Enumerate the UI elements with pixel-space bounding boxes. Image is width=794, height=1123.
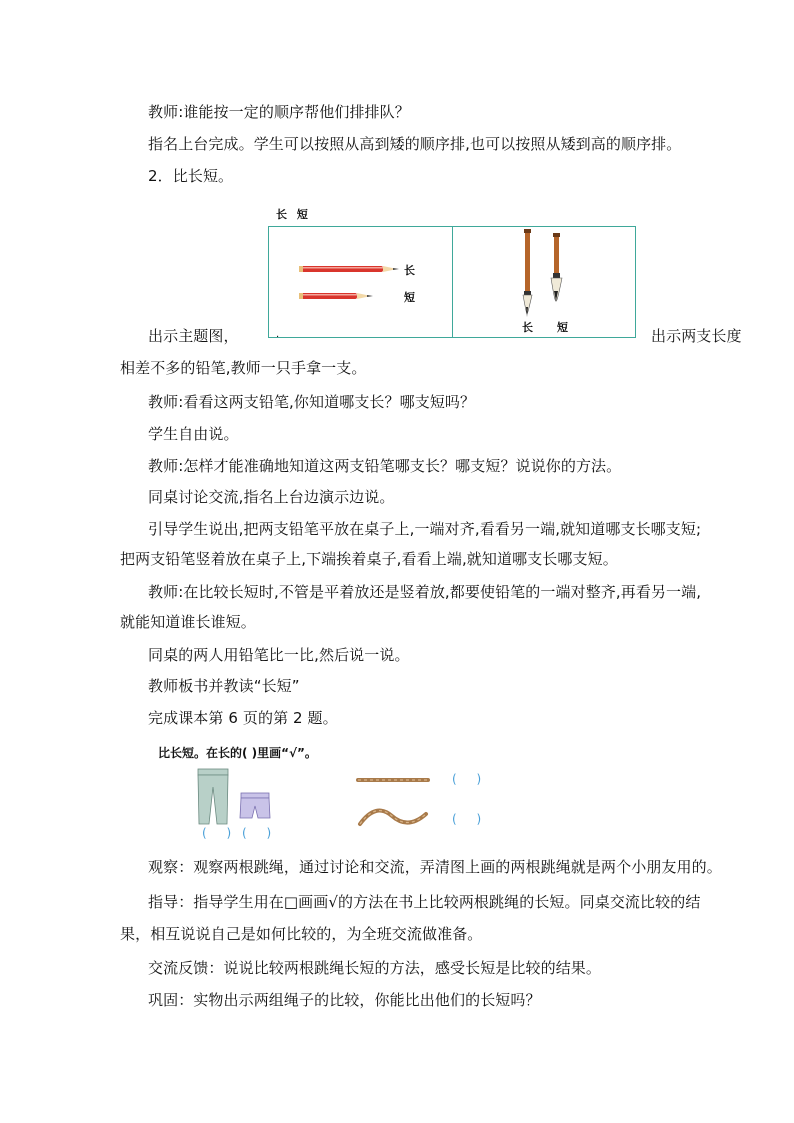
short-brush-icon bbox=[551, 233, 562, 301]
short-label: 短 bbox=[404, 291, 415, 304]
text-line: 指导：指导学生用在□画画√的方法在书上比较两根跳绳的长短。同桌交流比较的结 bbox=[148, 893, 701, 911]
text-line: 巩固：实物出示两组绳子的比较，你能比出他们的长短吗？ bbox=[148, 991, 541, 1009]
text-line: 完成课本第 6 页的第 2 题。 bbox=[148, 709, 338, 727]
text-line: 同桌的两人用铅笔比一比,然后说一说。 bbox=[148, 646, 410, 664]
stray-dot: · bbox=[276, 332, 280, 343]
wavy-rope-icon bbox=[360, 811, 426, 824]
text-line: 果，相互说说自己是如何比较的，为全班交流做准备。 bbox=[120, 925, 483, 943]
text-line: 教师板书并教读“长短” bbox=[148, 677, 300, 695]
text-line: 出示两支长度 bbox=[651, 327, 742, 345]
text-line: 就能知道谁长谁短。 bbox=[120, 613, 256, 631]
long-label: 长 bbox=[404, 264, 415, 277]
text-line: 教师:在比较长短时,不管是平着放还是竖着放,都要使铅笔的一端对整齐,再看另一端, bbox=[148, 583, 702, 601]
text-line: 出示主题图， bbox=[148, 327, 239, 345]
shorts-icon bbox=[240, 793, 270, 818]
long-pants-icon bbox=[198, 769, 228, 824]
text-line: 同桌讨论交流,指名上台边演示边说。 bbox=[148, 488, 395, 506]
figure-title: 长 短 bbox=[276, 208, 311, 221]
text-line: 交流反馈：说说比较两根跳绳长短的方法，感受长短是比较的结果。 bbox=[148, 959, 602, 977]
answer-box[interactable]: ( ) bbox=[452, 772, 490, 786]
figure-long-short-pencils bbox=[268, 206, 636, 338]
answer-box[interactable]: ( ) bbox=[242, 826, 280, 840]
text-line: 观察：观察两根跳绳，通过讨论和交流，弄清图上画的两根跳绳就是两个小朋友用的。 bbox=[148, 858, 722, 876]
long-brush-icon bbox=[523, 229, 532, 317]
figure-illustration bbox=[269, 227, 635, 337]
text-line: 指名上台完成。学生可以按照从高到矮的顺序排,也可以按照从矮到高的顺序排。 bbox=[148, 135, 682, 153]
figure-exercise bbox=[150, 742, 490, 846]
exercise-illustration bbox=[150, 742, 490, 846]
text-line: 学生自由说。 bbox=[148, 425, 239, 443]
long-pencil-icon bbox=[299, 266, 399, 272]
short-pencil-icon bbox=[299, 293, 373, 299]
text-line: 相差不多的铅笔,教师一只手拿一支。 bbox=[120, 359, 367, 377]
answer-box[interactable]: ( ) bbox=[452, 812, 490, 826]
answer-box[interactable]: ( ) bbox=[202, 826, 240, 840]
brush-long-label: 长 bbox=[522, 321, 533, 334]
exercise-prompt: 比长短。在长的( )里画“√”。 bbox=[158, 746, 317, 760]
brush-short-label: 短 bbox=[557, 321, 568, 334]
figure-frame bbox=[268, 226, 636, 338]
text-line: 把两支铅笔竖着放在桌子上,下端挨着桌子,看看上端,就知道哪支长哪支短。 bbox=[120, 550, 618, 568]
text-line: 教师:谁能按一定的顺序帮他们排排队？ bbox=[148, 103, 410, 121]
text-line: 教师:怎样才能准确地知道这两支铅笔哪支长？哪支短？说说你的方法。 bbox=[148, 457, 622, 475]
text-line: 教师:看看这两支铅笔,你知道哪支长？哪支短吗？ bbox=[148, 393, 476, 411]
text-line: 引导学生说出,把两支铅笔平放在桌子上,一端对齐,看看另一端,就知道哪支长哪支短; bbox=[148, 520, 702, 538]
section-heading: 2．比长短。 bbox=[148, 167, 234, 185]
